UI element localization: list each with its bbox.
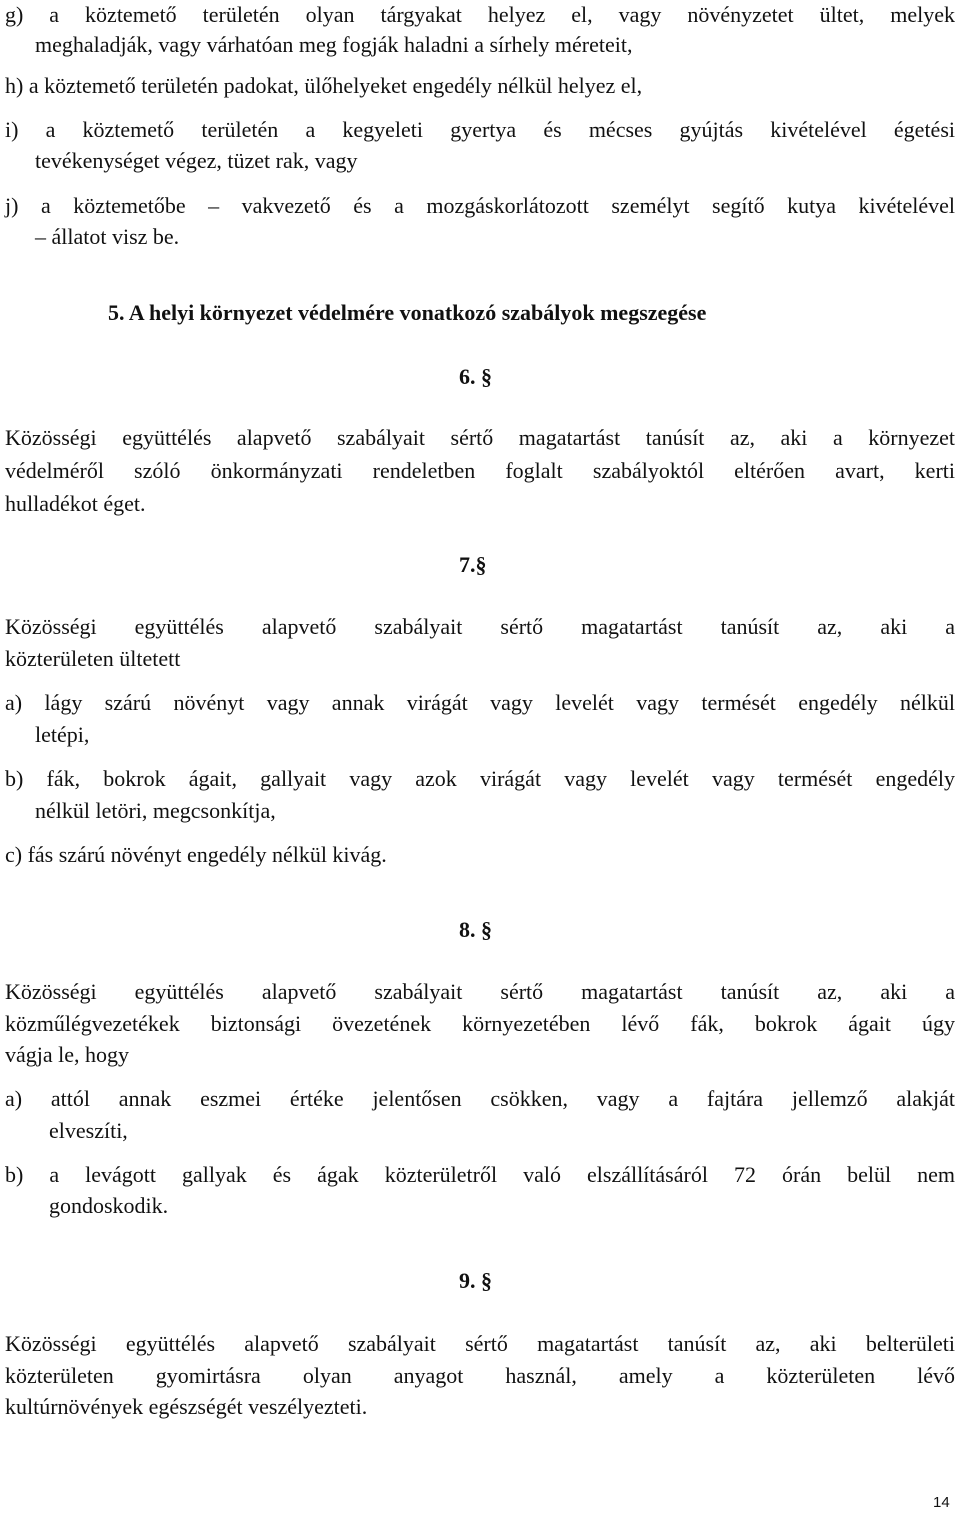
text-line: kultúrnövények egészségét veszélyezteti. [5, 1394, 368, 1419]
text-line: gondoskodik. [49, 1193, 169, 1218]
section-number: 9. § [459, 1268, 492, 1293]
page-number: 14 [933, 1494, 950, 1511]
text-line: elveszíti, [49, 1118, 128, 1143]
text-line: j) a köztemetőbe – vakvezető és a mozgáskorlátozott személyt segítő kutya kivételével [5, 193, 955, 218]
text-line: Közösségi együttélés alapvető szabályait sértő magatartást tanúsít az, aki a [5, 979, 955, 1004]
text-line: – állatot visz be. [35, 224, 180, 249]
text-line: hulladékot éget. [5, 491, 146, 516]
text-line: a) lágy szárú növényt vagy annak virágát vagy levelét vagy termését engedély nélkül [5, 690, 955, 715]
text-line: letépi, [35, 722, 90, 747]
text-line: h) a köztemető területén padokat, ülőhelyeket engedély nélkül helyez el, [5, 73, 643, 98]
text-line: b) a levágott gallyak és ágak közterületről való elszállításáról 72 órán belül nem [5, 1162, 955, 1187]
text-line: Közösségi együttélés alapvető szabályait sértő magatartást tanúsít az, aki a környezet [5, 425, 955, 450]
text-line: nélkül letöri, megcsonkítja, [35, 798, 276, 823]
section-number: 8. § [459, 917, 492, 942]
section-number: 7.§ [459, 552, 487, 577]
text-line: tevékenységet végez, tüzet rak, vagy [35, 148, 358, 173]
text-line: közműlégvezetékek biztonsági övezetének környezetében lévő fák, bokrok ágait úgy [5, 1011, 955, 1036]
text-line: a) attól annak eszmei értéke jelentősen csökken, vagy a fajtára jellemző alakját [5, 1086, 955, 1111]
text-line: közterületen ültetett [5, 646, 181, 671]
text-line: védelméről szóló önkormányzati rendeletben foglalt szabályoktól eltérően avart, kerti [5, 458, 955, 483]
section-number: 6. § [459, 364, 492, 389]
text-line: b) fák, bokrok ágait, gallyait vagy azok virágát vagy levelét vagy termését engedély [5, 766, 955, 791]
section-heading: 5. A helyi környezet védelmére vonatkozó szabályok megszegése [108, 300, 707, 325]
text-line: Közösségi együttélés alapvető szabályait sértő magatartást tanúsít az, aki belterületi [5, 1331, 955, 1356]
text-line: g) a köztemető területén olyan tárgyakat helyez el, vagy növényzetet ültet, melyek [5, 2, 955, 27]
text-line: közterületen gyomirtásra olyan anyagot használ, amely a közterületen lévő [5, 1363, 955, 1388]
text-line: i) a köztemető területén a kegyeleti gyertya és mécses gyújtás kivételével égetési [5, 117, 955, 142]
text-line: vágja le, hogy [5, 1042, 130, 1067]
text-line: Közösségi együttélés alapvető szabályait sértő magatartást tanúsít az, aki a [5, 614, 955, 639]
text-line: c) fás szárú növényt engedély nélkül kivág. [5, 842, 387, 867]
text-line: meghaladják, vagy várhatóan meg fogják haladni a sírhely méreteit, [35, 32, 633, 57]
